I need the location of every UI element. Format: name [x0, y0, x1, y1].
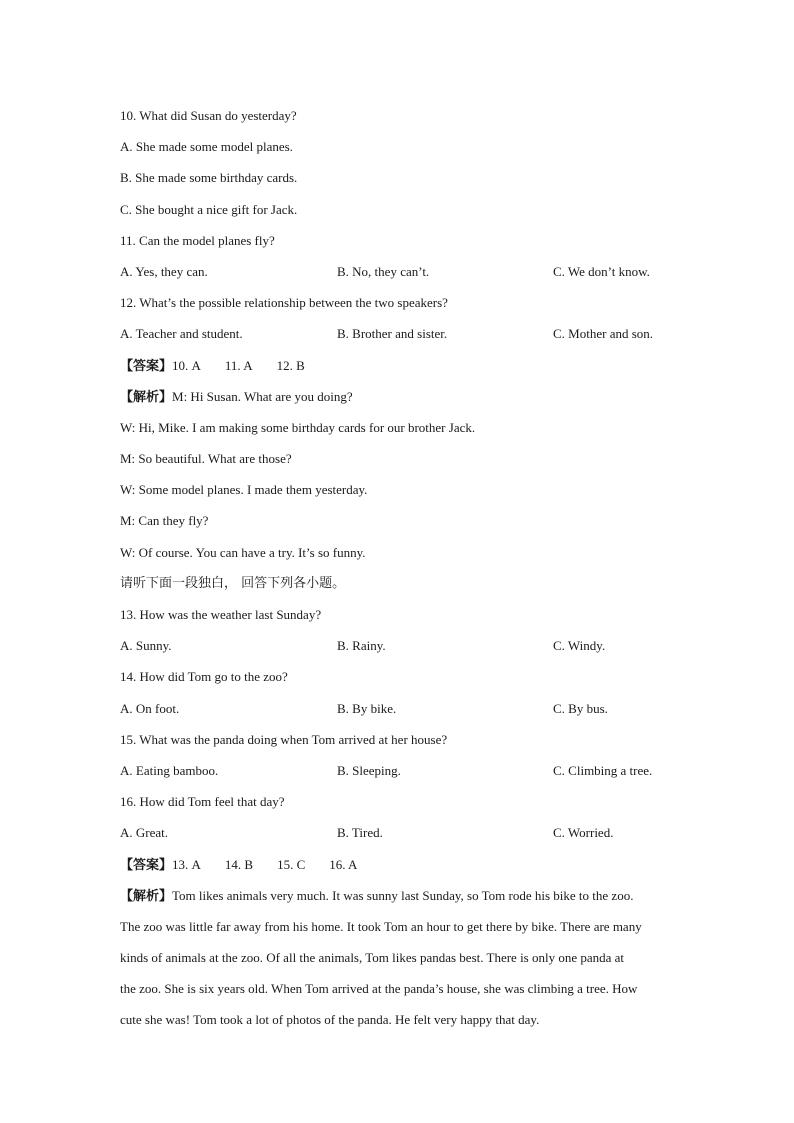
option-10a: A. She made some model planes. [120, 139, 293, 155]
analysis-paragraph-line: the zoo. She is six years old. When Tom arrived at the panda’s house, she was climbing a tree. How [120, 981, 638, 997]
option-16b: B. Tired. [337, 825, 383, 841]
options-15 [120, 755, 680, 786]
option-16a: A. Great. [120, 825, 169, 841]
option-14a: A. On foot. [120, 700, 180, 716]
question-11: 11. Can the model planes fly? [120, 232, 275, 248]
options-14 [120, 693, 680, 724]
option-14b: B. By bike. [337, 700, 397, 716]
options-13 [120, 630, 680, 661]
option-16c: C. Worried. [553, 825, 614, 841]
answer-line-2 [120, 849, 680, 880]
dialogue-line: W: Some model planes. I made them yesterday. [120, 482, 368, 498]
question-13: 13. How was the weather last Sunday? [120, 607, 322, 622]
options-11 [120, 256, 680, 287]
answer-16: 16. A [329, 856, 358, 872]
dialogue-line: W: Of course. You can have a try. It’s so funny. [120, 544, 366, 560]
option-12b: B. Brother and sister. [337, 326, 448, 342]
option-15a: A. Eating bamboo. [120, 762, 219, 778]
document-page [120, 100, 680, 1036]
option-11c: C. We don’t know. [553, 263, 650, 279]
analysis-paragraph-line: cute she was! Tom took a lot of photos of the panda. He felt very happy that day. [120, 1012, 540, 1028]
question-10: 10. What did Susan do yesterday? [120, 108, 297, 123]
answer-label: 【答案】 [120, 857, 173, 873]
answer-11: 11. A [224, 357, 253, 373]
analysis-paragraph-line: The zoo was little far away from his home. It took Tom an hour to get there by bike. There are many [120, 918, 642, 934]
option-13a: A. Sunny. [120, 638, 172, 654]
option-12a: A. Teacher and student. [120, 326, 243, 342]
option-13c: C. Windy. [553, 638, 606, 654]
question-16: 16. How did Tom feel that day? [120, 794, 285, 810]
option-11a: A. Yes, they can. [120, 263, 208, 279]
dialogue-line: W: Hi, Mike. I am making some birthday cards for our brother Jack. [120, 419, 476, 435]
option-15b: B. Sleeping. [337, 762, 401, 778]
option-13b: B. Rainy. [337, 638, 386, 654]
answer-10: 10. A [172, 357, 201, 373]
options-12 [120, 318, 680, 349]
analysis-line-1 [120, 381, 680, 412]
section-instruction: 请听下面一段独白， 回答下列各小题。 [120, 575, 346, 591]
option-14c: C. By bus. [553, 700, 608, 716]
answer-13: 13. A [172, 856, 201, 872]
option-15c: C. Climbing a tree. [553, 762, 653, 778]
option-10b: B. She made some birthday cards. [120, 170, 298, 186]
analysis-paragraph-line: kinds of animals at the zoo. Of all the animals, Tom likes pandas best. There is only one panda at [120, 950, 625, 966]
answer-line-1 [120, 350, 680, 381]
answer-label: 【答案】 [120, 358, 173, 374]
analysis-label: 【解析】 [120, 888, 173, 904]
option-12c: C. Mother and son. [553, 326, 654, 342]
option-10c: C. She bought a nice gift for Jack. [120, 201, 298, 217]
question-12: 12. What’s the possible relationship between the two speakers? [120, 295, 448, 311]
dialogue-line: M: So beautiful. What are those? [120, 451, 292, 467]
analysis-text: Tom likes animals very much. It was sunny last Sunday, so Tom rode his bike to the zoo. [172, 887, 634, 903]
dialogue-line: M: Can they fly? [120, 513, 209, 529]
answer-15: 15. C [277, 856, 306, 872]
options-16 [120, 817, 680, 848]
analysis-label: 【解析】 [120, 389, 173, 405]
option-11b: B. No, they can’t. [337, 263, 430, 279]
analysis-paragraph-line [120, 880, 680, 911]
question-15: 15. What was the panda doing when Tom arrived at her house? [120, 731, 448, 747]
dialogue-line: M: Hi Susan. What are you doing? [172, 388, 353, 404]
question-14: 14. How did Tom go to the zoo? [120, 669, 288, 685]
answer-12: 12. B [276, 357, 305, 373]
answer-14: 14. B [224, 856, 254, 872]
